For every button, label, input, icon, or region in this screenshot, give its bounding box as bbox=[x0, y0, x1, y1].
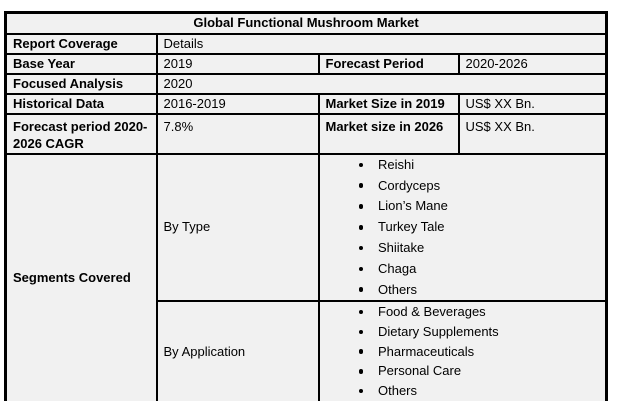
forecast-cagr-label: Forecast period 2020-2026 CAGR bbox=[6, 114, 157, 154]
bullet-list-item-label: Others bbox=[378, 383, 418, 399]
report-coverage-label: Report Coverage bbox=[6, 34, 157, 54]
base-year-label: Base Year bbox=[6, 54, 157, 74]
by-application-bullet-list bbox=[326, 302, 600, 401]
market-size-2026-label: Market size in 2026 bbox=[319, 114, 459, 154]
bullet-list-item bbox=[326, 238, 600, 259]
bullet-list-item-label: Cordyceps bbox=[378, 177, 441, 193]
bullet-list-item-label: Pharmaceuticals bbox=[378, 343, 475, 359]
base-year-value: 2019 bbox=[157, 54, 319, 74]
historical-data-value: 2016-2019 bbox=[157, 94, 319, 114]
segment-by-type-items-cell bbox=[319, 154, 607, 302]
market-size-2026-value: US$ XX Bn. bbox=[459, 114, 607, 154]
bullet-list-item-label: Reishi bbox=[378, 156, 415, 172]
bullet-icon bbox=[359, 310, 364, 315]
bullet-list-item-label: Personal Care bbox=[378, 363, 462, 379]
bullet-list-item-label: Chaga bbox=[378, 260, 417, 276]
bullet-icon bbox=[359, 246, 364, 251]
segment-group-by-type-label: By Type bbox=[157, 154, 319, 302]
focused-analysis-label: Focused Analysis bbox=[6, 74, 157, 94]
bullet-list-item bbox=[326, 361, 600, 381]
segment-group-by-application-label: By Application bbox=[157, 301, 319, 401]
bullet-icon bbox=[359, 369, 364, 374]
segments-covered-label: Segments Covered bbox=[6, 154, 157, 401]
market-size-2019-value: US$ XX Bn. bbox=[459, 94, 607, 114]
by-type-bullet-list bbox=[326, 155, 600, 301]
historical-data-label: Historical Data bbox=[6, 94, 157, 114]
forecast-cagr-value: 7.8% bbox=[157, 114, 319, 154]
bullet-icon bbox=[359, 349, 364, 354]
bullet-list-item bbox=[326, 342, 600, 362]
bullet-list-item bbox=[326, 155, 600, 176]
forecast-period-label: Forecast Period bbox=[319, 54, 459, 74]
table-row bbox=[6, 34, 607, 54]
table-title: Global Functional Mushroom Market bbox=[6, 13, 607, 34]
bullet-list-item bbox=[326, 217, 600, 238]
bullet-icon bbox=[359, 330, 364, 335]
bullet-list-item-label: Dietary Supplements bbox=[378, 323, 499, 339]
bullet-list-item-label: Food & Beverages bbox=[378, 303, 486, 319]
table-row bbox=[6, 13, 607, 34]
bullet-list-item bbox=[326, 322, 600, 342]
bullet-list-item-label: Turkey Tale bbox=[378, 219, 445, 235]
table-row bbox=[6, 114, 607, 154]
bullet-list-item bbox=[326, 302, 600, 322]
bullet-icon bbox=[359, 204, 364, 209]
table-row bbox=[6, 94, 607, 114]
bullet-list-item-label: Shiitake bbox=[378, 240, 425, 256]
bullet-list-item bbox=[326, 381, 600, 401]
bullet-list-item-label: Others bbox=[378, 281, 418, 297]
table-row bbox=[6, 154, 607, 302]
bullet-icon bbox=[359, 163, 364, 168]
bullet-icon bbox=[359, 287, 364, 292]
segment-by-application-items-cell bbox=[319, 301, 607, 401]
report-coverage-value: Details bbox=[157, 34, 607, 54]
focused-analysis-value: 2020 bbox=[157, 74, 607, 94]
bullet-list-item bbox=[326, 279, 600, 300]
market-report-scope-table bbox=[4, 11, 608, 401]
market-size-2019-label: Market Size in 2019 bbox=[319, 94, 459, 114]
bullet-icon bbox=[359, 183, 364, 188]
bullet-list-item bbox=[326, 258, 600, 279]
bullet-icon bbox=[359, 225, 364, 230]
bullet-list-item bbox=[326, 196, 600, 217]
bullet-list-item bbox=[326, 175, 600, 196]
bullet-icon bbox=[359, 267, 364, 272]
forecast-period-value: 2020-2026 bbox=[459, 54, 607, 74]
bullet-list-item-label: Lion’s Mane bbox=[378, 198, 448, 214]
bullet-icon bbox=[359, 389, 364, 394]
table-row bbox=[6, 74, 607, 94]
table-row bbox=[6, 54, 607, 74]
